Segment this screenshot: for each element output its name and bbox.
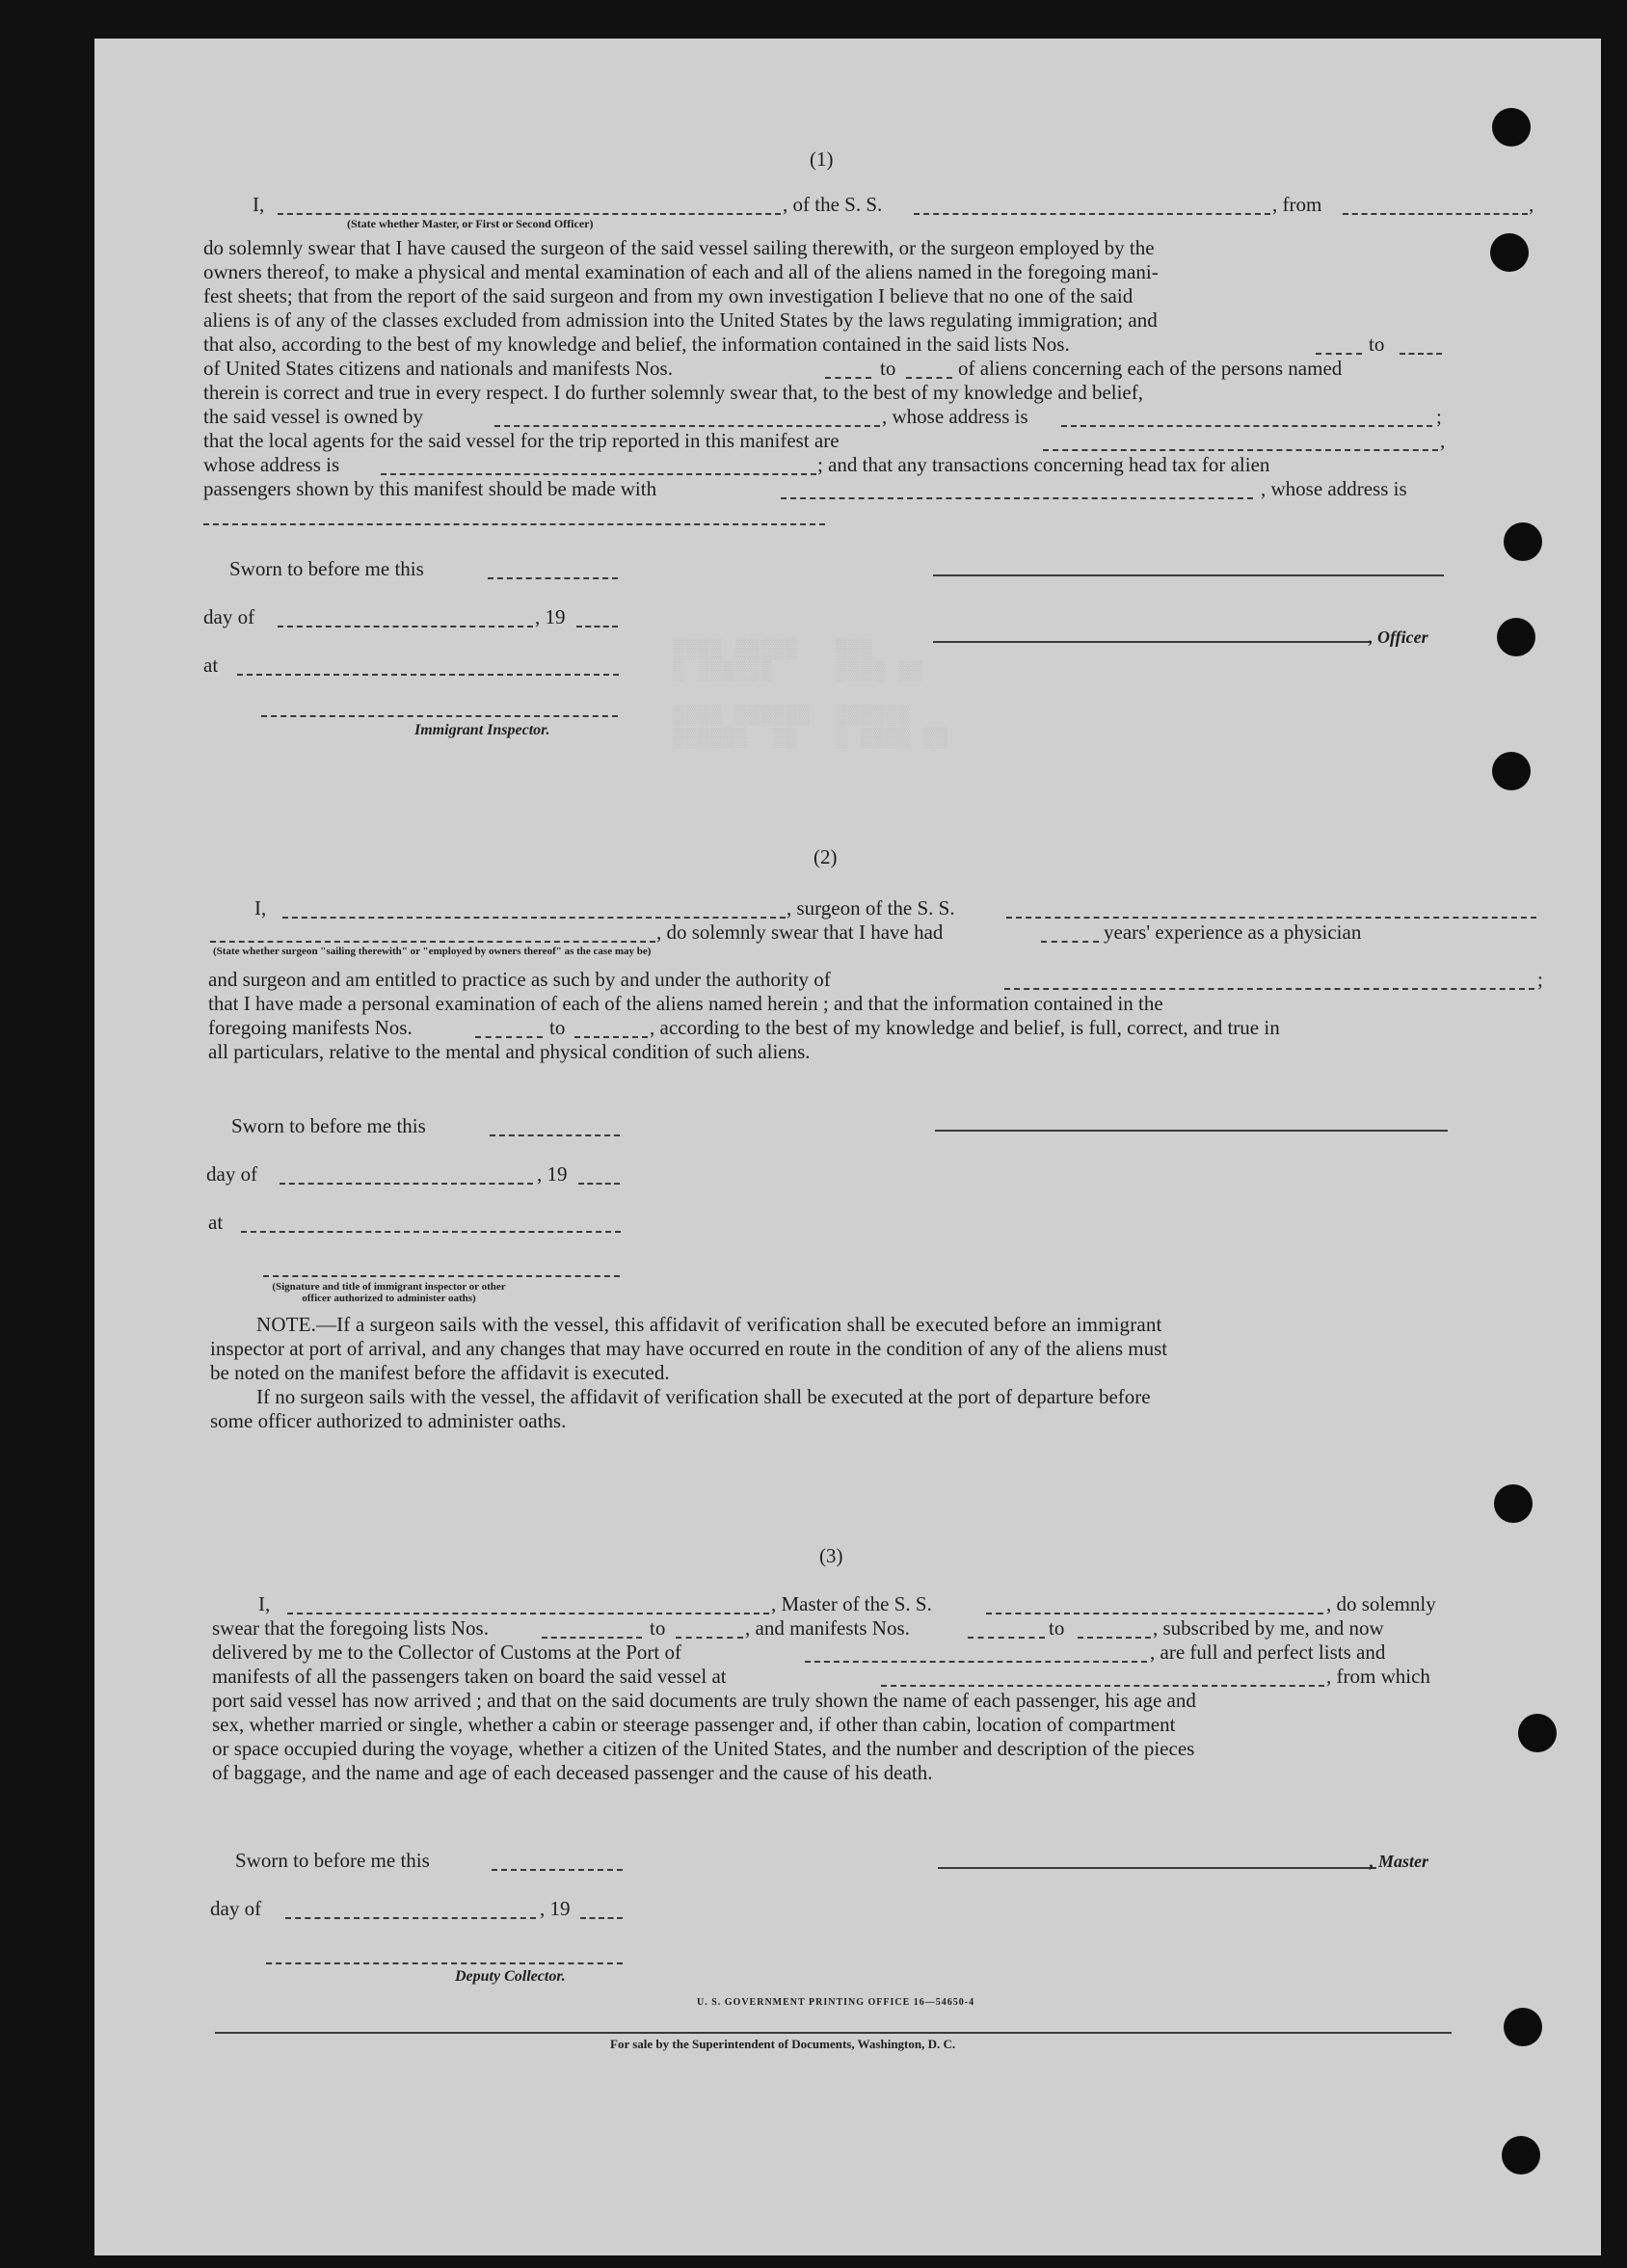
s1-line6-to: to: [880, 357, 896, 380]
s1-line6-text: of United States citizens and nationals and manifests Nos.: [203, 357, 673, 380]
s3-lists-from-blank: [542, 1637, 642, 1639]
s3-line1-end: , do solemnly: [1326, 1592, 1436, 1615]
s1-officer-label: , Officer: [1369, 627, 1428, 647]
s3-line2-text: swear that the foregoing lists Nos.: [212, 1616, 489, 1640]
footer-rule: [215, 2032, 1452, 2034]
s1-vessel-blank: [914, 213, 1270, 215]
s3-i-label: I,: [258, 1592, 271, 1615]
s1-line11-address: , whose address is: [1261, 477, 1407, 500]
s2-line2-text: , do solemnly swear that I have had: [656, 921, 944, 944]
s2-line6: all particulars, relative to the mental and physical condition of such aliens.: [208, 1040, 811, 1063]
s2-note-line-4: If no surgeon sails with the vessel, the affidavit of verification shall be executed at the port of departure before: [256, 1385, 1151, 1408]
s3-line2-manifests: , and manifests Nos.: [745, 1616, 910, 1640]
s1-body-line-4: aliens is of any of the classes excluded from admission into the United States by the laws regulating immigration; and: [203, 308, 1158, 332]
s1-line1-end: ,: [1529, 193, 1534, 216]
s3-manifests-to-blank: [1078, 1637, 1151, 1639]
s1-inspector-signature-line: [261, 715, 618, 717]
s3-sworn-label: Sworn to before me this: [235, 1849, 430, 1872]
s3-collector-signature-line: [266, 1962, 623, 1964]
s3-year-label: , 19: [540, 1897, 571, 1920]
s1-manifest-from-blank: [825, 377, 871, 379]
s1-day-of-label: day of: [203, 605, 255, 628]
s1-at-label: at: [203, 654, 219, 677]
s3-line4-rest: , from which: [1326, 1665, 1430, 1688]
s3-line3-text: delivered by me to the Collector of Customs at the Port of: [212, 1641, 681, 1664]
s2-year-label: , 19: [537, 1162, 568, 1186]
s1-body-line-2: owners thereof, to make a physical and mental examination of each and all of the aliens named in the foregoing mani-: [203, 260, 1159, 283]
s3-line2-rest: , subscribed by me, and now: [1153, 1616, 1384, 1640]
s1-owner-address-blank: [1061, 425, 1432, 427]
s1-lists-to-blank: [1400, 353, 1442, 355]
s1-line8-address: , whose address is: [882, 405, 1028, 428]
s1-of-ss-label: , of the S. S.: [783, 193, 883, 216]
s1-inspector-label: Immigrant Inspector.: [414, 722, 550, 738]
s1-body-line-3: fest sheets; that from the report of the said surgeon and from my own investigation I believe that no one of the said: [203, 284, 1134, 307]
s2-surgeon-caption: (State whether surgeon "sailing therewith" or "employed by owners thereof" as the case may be): [213, 946, 652, 957]
s3-line2-to-2: to: [1049, 1616, 1065, 1640]
punch-hole: [1492, 108, 1531, 147]
s3-collector-label: Deputy Collector.: [455, 1968, 566, 1985]
s2-line5-to: to: [549, 1016, 566, 1039]
s2-note-line-5: some officer authorized to administer oaths.: [210, 1409, 567, 1432]
s3-year-blank: [580, 1917, 623, 1919]
punch-hole: [1518, 1714, 1557, 1752]
s3-sworn-blank: [492, 1869, 623, 1871]
punch-hole: [1502, 2136, 1540, 2175]
s1-line10-text: whose address is: [203, 453, 340, 476]
s2-day-of-label: day of: [206, 1162, 258, 1186]
s3-line3-rest: , are full and perfect lists and: [1150, 1641, 1386, 1664]
s2-sworn-blank: [490, 1134, 620, 1136]
s2-day-blank: [280, 1183, 533, 1185]
s2-sworn-label: Sworn to before me this: [231, 1114, 426, 1137]
s2-line5-text: foregoing manifests Nos.: [208, 1016, 413, 1039]
s3-day-of-label: day of: [210, 1897, 262, 1920]
s1-line11-text: passengers shown by this manifest should be made with: [203, 477, 657, 500]
punch-hole: [1494, 1484, 1533, 1523]
s2-manifests-from-blank: [475, 1036, 543, 1038]
s2-note-line-2: inspector at port of arrival, and any changes that may have occurred en route in the condition of any of the aliens must: [210, 1337, 1168, 1360]
s3-master-signature-line: [938, 1867, 1376, 1869]
s1-line9-end: ,: [1440, 429, 1446, 452]
s3-body-line-2: sex, whether married or single, whether a cabin or steerage passenger and, if other than cabin, location of compartment: [212, 1713, 1176, 1736]
s3-manifests-from-blank: [968, 1637, 1045, 1639]
s1-officer-name-blank: [278, 213, 781, 215]
s1-at-blank: [237, 674, 619, 676]
s1-i-label: I,: [253, 193, 265, 216]
section-2-number: (2): [814, 845, 838, 868]
s1-agents-blank: [1043, 449, 1438, 451]
s2-vessel-blank: [1006, 917, 1536, 919]
s2-manifests-to-blank: [574, 1036, 648, 1038]
s2-i-label: I,: [254, 896, 267, 920]
s1-year-blank: [576, 626, 618, 627]
s1-agents-address-blank: [381, 473, 816, 475]
punch-hole: [1490, 233, 1529, 272]
s2-surgeon-of-label: , surgeon of the S. S.: [787, 896, 955, 920]
s2-note-line-1: NOTE.—If a surgeon sails with the vessel, this affidavit of verification shall be executed before an immigrant: [256, 1313, 1162, 1336]
s1-officer-caption: (State whether Master, or First or Second Officer): [347, 217, 594, 230]
s2-surgeon-type-blank: [210, 941, 655, 943]
s1-body-line-1: do solemnly swear that I have caused the surgeon of the said vessel sailing therewith, or the surgeon employed by the: [203, 236, 1155, 259]
s3-vessel-blank: [986, 1613, 1323, 1614]
s2-year-blank: [578, 1183, 620, 1185]
s1-sworn-blank: [488, 577, 618, 579]
s2-surgeon-name-blank: [282, 917, 786, 919]
s1-line8-text: the said vessel is owned by: [203, 405, 424, 428]
s2-at-label: at: [208, 1211, 224, 1234]
section-3-number: (3): [819, 1544, 843, 1567]
punch-hole: [1504, 2008, 1542, 2046]
bleed-through-pattern: ▒▒▒▒ ▒▒▒▒▒ ▒▒▒ ▒ ▒▒▒▒▒▒ ▒▒▒▒ ▒▒ ▒▒▒▒ ▒▒▒▒▒▒ ▒▒▒▒▒▒ ▒▒▒▒▒▒ ▒▒ ▒ ▒▒▒▒ ▒▒: [673, 639, 949, 750]
s3-master-name-blank: [287, 1613, 769, 1614]
s2-note-line-3: be noted on the manifest before the affidavit is executed.: [210, 1361, 670, 1384]
s2-years-blank: [1041, 941, 1099, 943]
s3-boarded-at-blank: [881, 1685, 1324, 1687]
s2-line3-end: ;: [1537, 968, 1543, 991]
s1-line5-to: to: [1369, 333, 1385, 356]
s1-year-label: , 19: [535, 605, 566, 628]
punch-hole: [1492, 752, 1531, 790]
s3-day-blank: [285, 1917, 536, 1919]
s2-line5-rest: , according to the best of my knowledge and belief, is full, correct, and true in: [650, 1016, 1280, 1039]
s1-from-blank: [1343, 213, 1528, 215]
s2-line4: that I have made a personal examination of each of the aliens named herein ; and that the information contained in the: [208, 992, 1163, 1015]
s3-body-line-1: port said vessel has now arrived ; and that on the said documents are truly shown the name of each passenger, his age and: [212, 1689, 1196, 1712]
s1-line10-rest: ; and that any transactions concerning head tax for alien: [817, 453, 1270, 476]
s2-signature-line: [935, 1130, 1448, 1132]
s2-at-blank: [241, 1231, 621, 1233]
s1-line9-text: that the local agents for the said vessel for the trip reported in this manifest are: [203, 429, 840, 452]
s1-sworn-label: Sworn to before me this: [229, 557, 424, 580]
s2-inspector-signature-line: [263, 1275, 620, 1277]
punch-hole: [1504, 522, 1542, 561]
s3-body-line-4: of baggage, and the name and age of each deceased passenger and the cause of his death.: [212, 1761, 933, 1784]
s1-manifest-to-blank: [906, 377, 952, 379]
s2-authority-blank: [1004, 988, 1534, 990]
s1-headtax-address-blank: [203, 523, 825, 525]
form-sheet: [94, 39, 1601, 2255]
s3-master-label: , Master: [1370, 1852, 1429, 1871]
s1-line5-text: that also, according to the best of my knowledge and belief, the information contained in the said lists Nos.: [203, 333, 1070, 356]
s3-line4-text: manifests of all the passengers taken on board the said vessel at: [212, 1665, 727, 1688]
s1-line7: therein is correct and true in every respect. I do further solemnly swear that, to the best of my knowledge and belief,: [203, 381, 1143, 404]
s1-owner-blank: [494, 425, 880, 427]
sale-notice: For sale by the Superintendent of Documents, Washington, D. C.: [610, 2037, 956, 2051]
s2-signature-caption: (Signature and title of immigrant inspector or other officer authorized to administer oaths): [272, 1281, 506, 1304]
s1-day-blank: [278, 626, 533, 627]
s3-line2-to-1: to: [650, 1616, 666, 1640]
s2-line3-text: and surgeon and am entitled to practice as such by and under the authority of: [208, 968, 831, 991]
s3-lists-to-blank: [676, 1637, 743, 1639]
section-1-number: (1): [810, 147, 834, 171]
s1-from-label: , from: [1272, 193, 1322, 216]
punch-hole: [1497, 618, 1535, 656]
s1-officer-signature-line: [933, 574, 1444, 576]
s1-officer-line: [933, 641, 1372, 643]
s3-port-blank: [805, 1661, 1147, 1663]
s3-master-of-label: , Master of the S. S.: [771, 1592, 932, 1615]
s2-line2-rest: years' experience as a physician: [1104, 921, 1362, 944]
s3-body-line-3: or space occupied during the voyage, whether a citizen of the United States, and the number and description of the pieces: [212, 1737, 1195, 1760]
s1-line6-rest: of aliens concerning each of the persons named: [958, 357, 1343, 380]
s1-headtax-blank: [781, 497, 1253, 499]
s1-line8-end: ;: [1436, 405, 1442, 428]
printing-office-line: U. S. GOVERNMENT PRINTING OFFICE 16—54650-4: [697, 1997, 975, 2008]
s1-lists-from-blank: [1316, 353, 1362, 355]
